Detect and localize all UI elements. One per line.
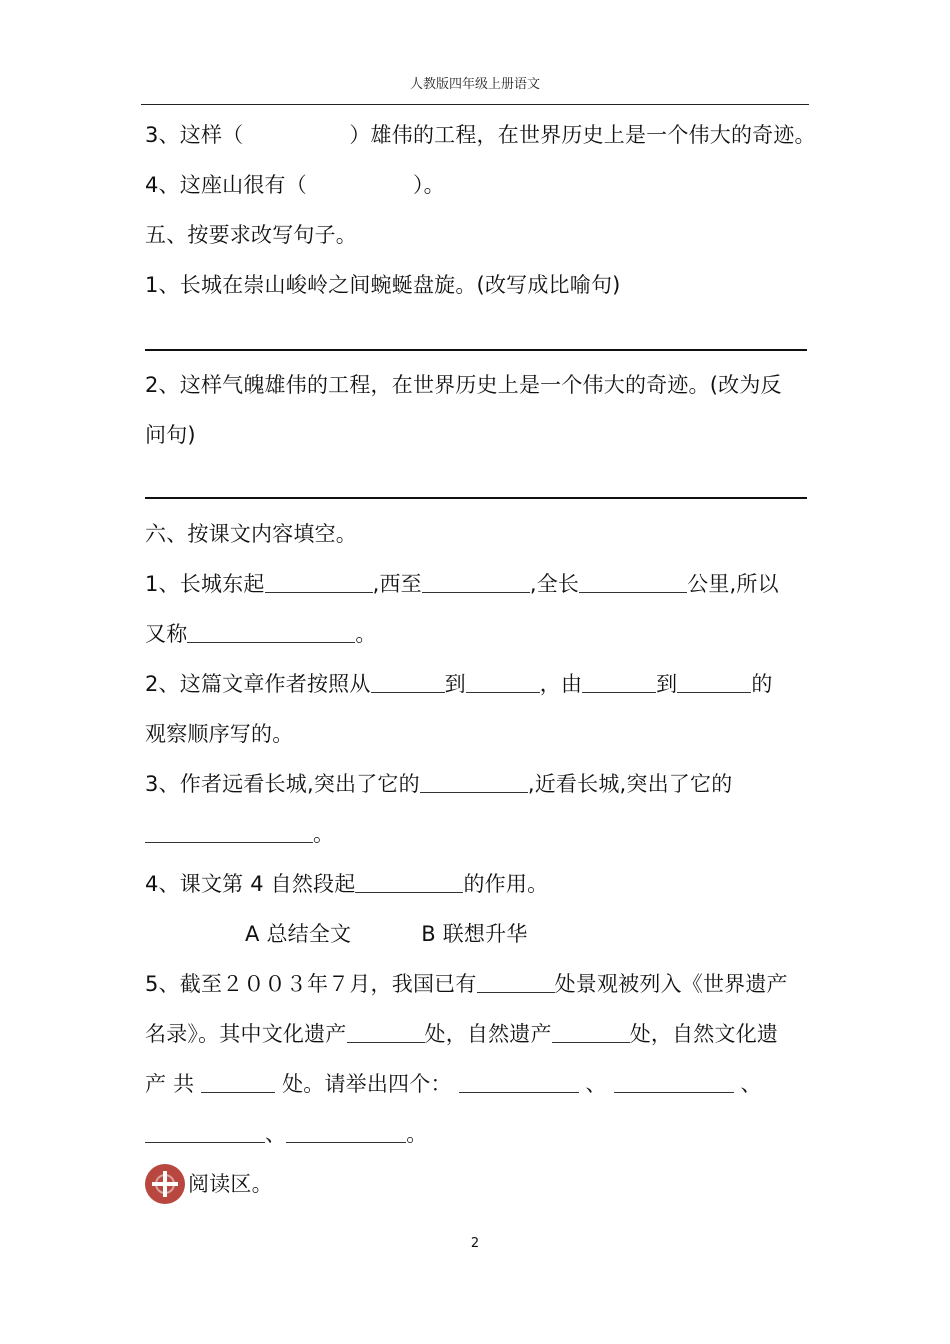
question-6-5-line-2 <box>145 1020 809 1048</box>
text: 、 <box>585 1072 607 1096</box>
text: 2、这篇文章作者按照从 <box>145 672 371 696</box>
answer-line-5-1[interactable] <box>145 349 807 351</box>
blank[interactable] <box>477 970 555 993</box>
blank[interactable] <box>187 620 355 643</box>
question-6-4-options <box>145 920 909 948</box>
blank[interactable] <box>459 1070 579 1093</box>
text: 处，自然遗产 <box>424 1022 552 1046</box>
option-b[interactable]: B 联想升华 <box>421 922 528 946</box>
text: 名录》。其中文化遗产 <box>145 1022 347 1046</box>
page-header: 人教版四年级上册语文 <box>409 77 540 92</box>
blank[interactable] <box>677 670 751 693</box>
blank[interactable] <box>582 670 656 693</box>
question-6-1-continued <box>145 620 809 648</box>
text: 的 <box>751 672 773 696</box>
question-6-5-line-3 <box>145 1070 809 1098</box>
reading-section-label: 阅读区。 <box>188 1172 273 1196</box>
text: 3、作者远看长城,突出了它的 <box>145 772 420 796</box>
text: 到 <box>656 672 678 696</box>
question-6-4 <box>145 870 809 898</box>
text: 到 <box>444 672 466 696</box>
header-divider <box>141 104 809 105</box>
section-5-heading: 五、按要求改写句子。 <box>145 223 357 247</box>
blank[interactable] <box>265 570 373 593</box>
text: 1、长城东起 <box>145 572 265 596</box>
blank[interactable] <box>201 1070 275 1093</box>
page-number: 2 <box>470 1236 480 1251</box>
blank[interactable] <box>466 670 540 693</box>
question-6-5 <box>145 970 809 998</box>
text: 产 共 <box>145 1072 195 1096</box>
text: 。 <box>313 822 335 846</box>
answer-line-5-2[interactable] <box>145 497 807 499</box>
question-6-2-continued: 观察顺序写的。 <box>145 722 294 746</box>
text: 处，自然文化遗 <box>629 1022 779 1046</box>
question-5-2-continued: 问句) <box>145 423 196 447</box>
text: 4、课文第 4 自然段起 <box>145 872 356 896</box>
section-6-heading: 六、按课文内容填空。 <box>145 522 357 546</box>
question-5-2: 2、这样气魄雄伟的工程，在世界历史上是一个伟大的奇迹。(改为反 <box>145 373 782 397</box>
blank[interactable] <box>552 1020 630 1043</box>
text: 处。请举出四个： <box>282 1072 452 1096</box>
text: ,西至 <box>372 572 422 596</box>
blank[interactable] <box>371 670 445 693</box>
question-4-4: 4、这座山很有（ ）。 <box>145 173 445 197</box>
text: 。 <box>406 1122 428 1146</box>
blank[interactable] <box>286 1120 406 1143</box>
text: ,近看长城,突出了它的 <box>527 772 733 796</box>
blank[interactable] <box>347 1020 425 1043</box>
blank[interactable] <box>422 570 530 593</box>
blank[interactable] <box>579 570 687 593</box>
text: 又称 <box>145 622 188 646</box>
text: 。 <box>355 622 377 646</box>
question-4-3: 3、这样（ ）雄伟的工程，在世界历史上是一个伟大的奇迹。 <box>145 123 816 147</box>
question-6-1 <box>145 570 809 598</box>
text: 、 <box>265 1122 287 1146</box>
reading-badge-icon <box>145 1164 185 1204</box>
question-6-3-continued <box>145 820 809 848</box>
text: 的作用。 <box>463 872 549 896</box>
text: 公里,所以 <box>687 572 779 596</box>
blank[interactable] <box>145 1120 265 1143</box>
question-5-1: 1、长城在崇山峻岭之间蜿蜒盘旋。(改写成比喻句) <box>145 273 621 297</box>
blank[interactable] <box>145 820 313 843</box>
blank[interactable] <box>420 770 528 793</box>
text: 5、截至２００３年７月，我国已有 <box>145 972 477 996</box>
option-a[interactable]: A 总结全文 <box>245 922 352 946</box>
blank[interactable] <box>614 1070 734 1093</box>
text: 处景观被列入《世界遗产 <box>554 972 788 996</box>
question-6-2 <box>145 670 809 698</box>
text: 、 <box>740 1072 762 1096</box>
text: ,全长 <box>529 572 580 596</box>
question-6-3 <box>145 770 809 798</box>
text: ，由 <box>539 672 583 696</box>
blank[interactable] <box>355 870 463 893</box>
question-6-5-line-4 <box>145 1120 809 1148</box>
